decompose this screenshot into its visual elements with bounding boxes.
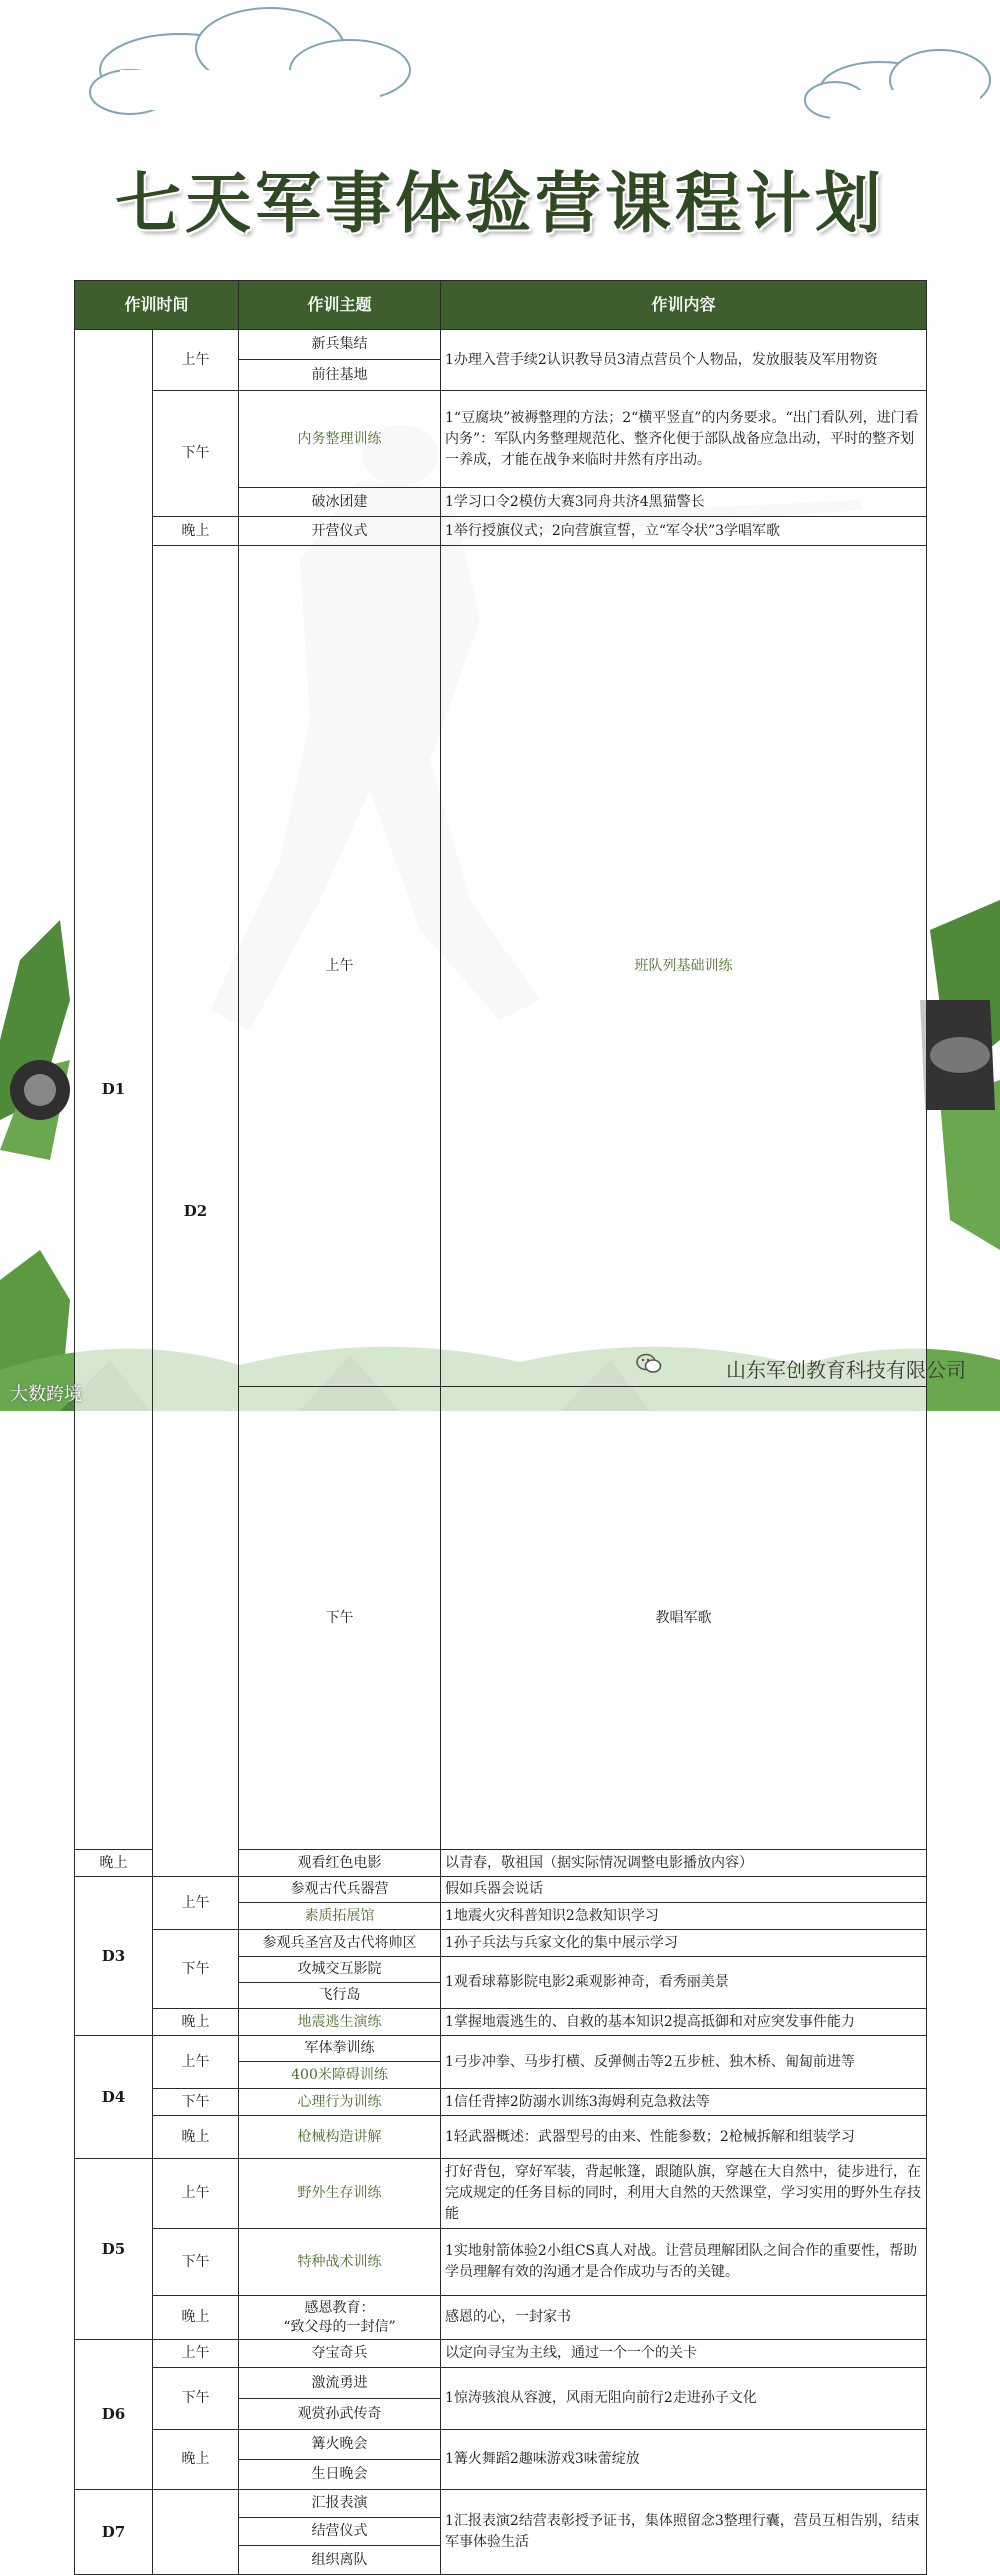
content-cell: 以定向寻宝为主线，通过一个一个的关卡: [441, 2340, 927, 2368]
table-row: [75, 2490, 927, 2518]
slot-label: 下午: [153, 391, 239, 517]
topic-cell: 生日晚会: [239, 2460, 441, 2490]
cloud-right-icon: [805, 50, 990, 120]
table-row: [75, 2229, 927, 2296]
topic-cell: 篝火晚会: [239, 2430, 441, 2460]
topic-cell: 攻城交互影院: [239, 1957, 441, 1983]
slot-label: [153, 2490, 239, 2575]
day-label: D7: [75, 2490, 153, 2575]
topic-line: “致父母的一封信”: [283, 2318, 396, 2335]
day-label: D5: [75, 2159, 153, 2340]
slot-label: 上午: [153, 1877, 239, 1930]
table-row: [75, 2340, 927, 2368]
content-cell: 1实地射箭体验2小组CS真人对战。让营员理解团队之间合作的重要性，帮助学员理解有效的沟通才是合作成功与否的关键。: [441, 2229, 927, 2296]
content-cell: 1惊涛骇浪从容渡，风雨无阻向前行2走进孙子文化: [441, 2368, 927, 2430]
table-row: [75, 1930, 927, 1957]
content-cell: 1篝火舞蹈2趣味游戏3味蕾绽放: [441, 2430, 927, 2490]
table-row: [75, 2009, 927, 2036]
page-title: 七天军事体验营课程计划: [115, 165, 885, 242]
topic-cell: 班队列基础训练: [441, 546, 927, 1387]
slot-label: 下午: [153, 2368, 239, 2430]
slot-label: 上午: [239, 546, 441, 1387]
table-header-row: [75, 281, 927, 330]
topic-cell: 组织离队: [239, 2546, 441, 2575]
topic-cell: 特种战术训练: [239, 2229, 441, 2296]
corner-watermark: 大数跨境: [10, 1384, 82, 1405]
topic-cell: 夺宝奇兵: [239, 2340, 441, 2368]
content-cell: 1弓步冲拳、马步打横、反弹侧击等2五步桩、独木桥、匍匐前进等: [441, 2036, 927, 2089]
content-cell: 以青春，敬祖国（据实际情况调整电影播放内容）: [441, 1850, 927, 1877]
content-cell: 1地震火灾科普知识2急救知识学习: [441, 1903, 927, 1930]
table-row: [75, 2368, 927, 2399]
topic-cell: 观看红色电影: [239, 1850, 441, 1877]
topic-cell: 汇报表演: [239, 2490, 441, 2518]
topic-cell: 结营仪式: [239, 2518, 441, 2546]
table-row: [75, 2296, 927, 2340]
content-cell: 1掌握地震逃生的、自救的基本知识2提高抵御和对应突发事件能力: [441, 2009, 927, 2036]
slot-label: 晚上: [153, 2009, 239, 2036]
content-cell: 1信任背摔2防溺水训练3海姆利克急救法等: [441, 2089, 927, 2116]
slot-label: 晚上: [153, 2296, 239, 2340]
slot-label: 晚上: [75, 1850, 153, 1877]
content-cell: 1轻武器概述：武器型号的由来、性能参数；2枪械拆解和组装学习: [441, 2116, 927, 2159]
day-label: D1: [75, 330, 153, 1850]
table-row: [75, 2159, 927, 2229]
topic-cell: 开营仪式: [239, 517, 441, 546]
grass-right-icon: [920, 900, 1000, 1250]
grass-left-icon: [0, 920, 70, 1411]
content-cell: 1汇报表演2结营表彰授予证书，集体照留念3整理行囊，营员互相告别，结束军事体验生活: [441, 2490, 927, 2575]
topic-cell: 参观古代兵器营: [239, 1877, 441, 1903]
day-label: D3: [75, 1877, 153, 2036]
content-cell: 1举行授旗仪式；2向营旗宣誓，立“军令状”3学唱军歌: [441, 517, 927, 546]
topic-cell: 参观兵圣宫及古代将帅区: [239, 1930, 441, 1957]
schedule-table: [74, 280, 927, 2575]
slot-label: 晚上: [153, 2116, 239, 2159]
content-cell: 1“豆腐块”被褥整理的方法；2“横平竖直”的内务要求。“出门看队列，进门看内务”：军队内务整理规范化、整齐化便于部队战备应急出动，平时的整齐划一养成，才能在战争来临时井然有序出动。: [441, 391, 927, 488]
topic-line: 感恩教育：: [304, 2300, 375, 2317]
topic-cell: 内务整理训练: [239, 391, 441, 488]
slot-label: 晚上: [153, 2430, 239, 2490]
topic-cell: 野外生存训练: [239, 2159, 441, 2229]
table-row: [75, 517, 927, 546]
content-cell: 1观看球幕影院电影2乘观影神奇，看秀丽美景: [441, 1957, 927, 2009]
slot-label: 下午: [153, 1930, 239, 2009]
cloud-left-icon: [90, 8, 410, 114]
slot-label: 下午: [153, 2229, 239, 2296]
topic-cell: 教唱军歌: [441, 1387, 927, 1850]
topic-cell: 400米障碍训练: [239, 2062, 441, 2089]
slot-label: 下午: [153, 2089, 239, 2116]
table-row: [75, 2089, 927, 2116]
topic-cell: 前往基地: [239, 360, 441, 391]
watermark-text: 山东军创教育科技有限公司: [726, 1358, 966, 1382]
slot-label: 上午: [153, 2036, 239, 2089]
topic-cell: 激流勇进: [239, 2368, 441, 2399]
topic-cell: 飞行岛: [239, 1983, 441, 2009]
content-cell: 1学习口令2模仿大赛3同舟共济4黑猫警长: [441, 488, 927, 517]
table-row: [75, 2036, 927, 2062]
content-cell: 1办理入营手续2认识教导员3清点营员个人物品，发放服装及军用物资: [441, 330, 927, 391]
content-cell: 1孙子兵法与兵家文化的集中展示学习: [441, 1930, 927, 1957]
topic-cell: 军体拳训练: [239, 2036, 441, 2062]
content-cell: 打好背包，穿好军装，背起帐篷，跟随队旗，穿越在大自然中，徒步进行，在完成规定的任务目标的同时，利用大自然的天然课堂，学习实用的野外生存技能: [441, 2159, 927, 2229]
table-row: [75, 391, 927, 488]
day-label: D6: [75, 2340, 153, 2490]
content-cell: 假如兵器会说话: [441, 1877, 927, 1903]
header-time: 作训时间: [75, 281, 239, 330]
wechat-icon: [636, 1352, 662, 1376]
topic-cell: 素质拓展馆: [239, 1903, 441, 1930]
table-row: [75, 2430, 927, 2460]
header-topic: 作训主题: [239, 281, 441, 330]
table-row: [75, 546, 927, 1387]
topic-cell: 观赏孙武传奇: [239, 2399, 441, 2430]
slot-label: 上午: [153, 2340, 239, 2368]
topic-cell: 枪械构造讲解: [239, 2116, 441, 2159]
table-row: [75, 2116, 927, 2159]
day-label: D2: [153, 546, 239, 1877]
header-content: 作训内容: [441, 281, 927, 330]
table-row: [75, 330, 927, 360]
slot-label: 上午: [153, 2159, 239, 2229]
content-cell: 感恩的心，一封家书: [441, 2296, 927, 2340]
slot-label: 晚上: [153, 517, 239, 546]
day-label: D4: [75, 2036, 153, 2159]
topic-cell: 破冰团建: [239, 488, 441, 517]
topic-cell: 心理行为训练: [239, 2089, 441, 2116]
topic-cell: 新兵集结: [239, 330, 441, 360]
slot-label: 下午: [239, 1387, 441, 1850]
slot-label: 上午: [153, 330, 239, 391]
topic-cell: [239, 2296, 441, 2340]
table-row: [75, 1877, 927, 1903]
topic-cell: 地震逃生演练: [239, 2009, 441, 2036]
